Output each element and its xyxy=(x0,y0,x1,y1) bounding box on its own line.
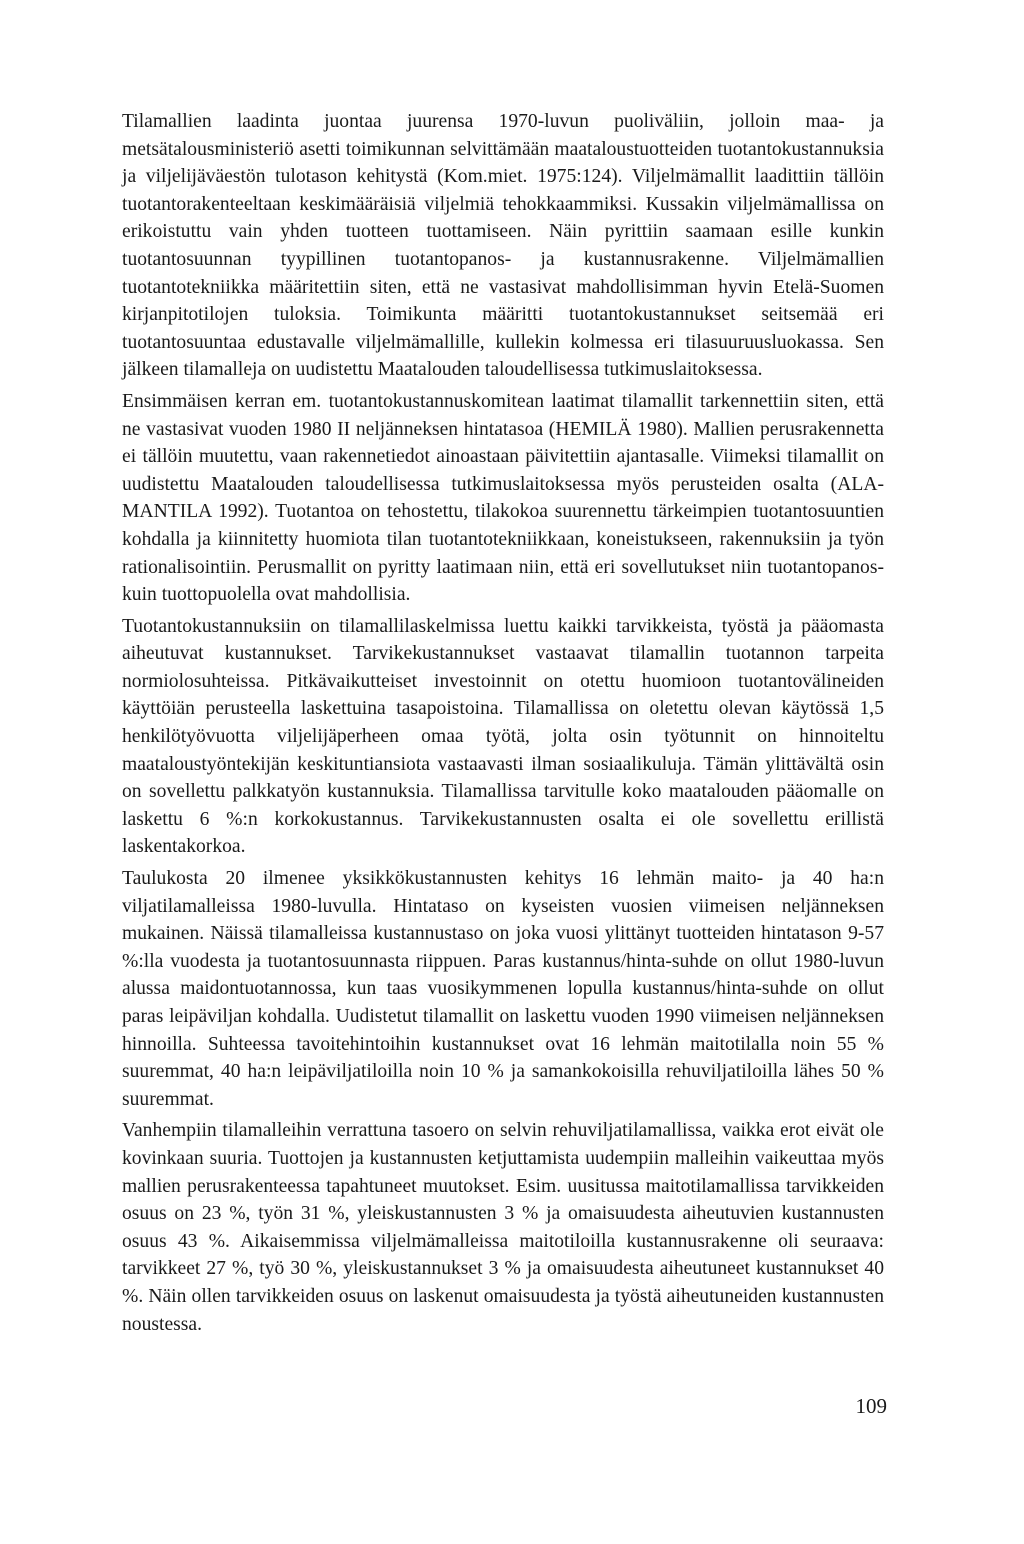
paragraph-1: Tilamallien laadinta juontaa juurensa 1970-luvun puoliväliin, jolloin maa- ja metsätalousministeriö asetti toimikunnan selvittämään maataloustuotteiden tuotantokustannuksia ja viljelijäväestön tulotason kehitystä (Kom.miet. 1975:124). Viljelmämallit laadittiin tällöin tuotantorakenteeltaan keskimääräisiä viljelmiä tehokkaammiksi. Kussakin viljelmämallissa on erikoistuttu vain yhden tuotteen tuottamiseen. Näin pyrittiin saamaan esille kunkin tuotantosuunnan tyypillinen tuotantopanos- ja kustannusrakenne. Viljelmämallien tuotantotekniikka määritettiin siten, että ne vastasivat mahdollisimman hyvin Etelä-Suomen kirjanpitotilojen tuloksia. Toimikunta määritti tuotantokustannukset seitsemää eri tuotantosuuntaa edustavalle viljelmämallille, kullekin kolmessa eri tilasuuruusluokassa. Sen jälkeen tilamalleja on uudistettu Maatalouden taloudellisessa tutkimuslaitoksessa. xyxy=(122,111,884,381)
paragraph-4: Taulukosta 20 ilmenee yksikkökustannusten kehitys 16 lehmän maito- ja 40 ha:n viljatilamalleissa 1980-luvulla. Hintataso on kyseisten vuosien viimeisen neljänneksen mukainen. Näissä tilamalleissa kustannustaso on joka vuosi ylittänyt tuotteiden hintatason 9-57 %:lla vuodesta ja tuotantosuunnasta riippuen. Paras kustannus/hinta-suhde on ollut 1980-luvun alussa maidontuotannossa, kun taas vuosikymmenen lopulla kustannus/hinta-suhde on ollut paras leipäviljan kohdalla. Uudistetut tilamallit on laskettu vuoden 1990 viimeisen neljänneksen hinnoilla. Suhteessa tavoitehintoihin kustannukset ovat 16 lehmän maitotilalla noin 55 % suuremmat, 40 ha:n leipäviljatiloilla noin 10 % ja samankokoisilla rehuviljatiloilla lähes 50 % suuremmat. xyxy=(122,868,884,1110)
paragraph-2: Ensimmäisen kerran em. tuotantokustannuskomitean laatimat tilamallit tarkennettiin siten, että ne vastasivat vuoden 1980 II neljänneksen hintatasoa (HEMILÄ 1980). Mallien perusrakennetta ei tällöin muutettu, vaan rakennetiedot ainoastaan päivitettiin ajantasalle. Viimeksi tilamallit on uudistettu Maatalouden taloudellisessa tutkimuslaitoksessa myös perusteiden osalta (ALA-MANTILA 1992). Tuotantoa on tehostettu, tilakokoa suurennettu tärkeimpien tuotantosuuntien kohdalla ja kiinnitetty huomiota tilan tuotantotekniikkaan, koneistukseen, rakennuksiin ja työn rationalisointiin. Perusmallit on pyritty laatimaan niin, että eri sovellutukset niin tuotantopanos- kuin tuottopuolella ovat mahdollisia. xyxy=(122,390,884,606)
paragraph-5: Vanhempiin tilamalleihin verrattuna tasoero on selvin rehuviljatilamallissa, vaikka erot eivät ole kovinkaan suuria. Tuottojen ja kustannusten ketjuttamista uudempiin malleihin vaikeuttaa myös mallien perusrakenteessa tapahtuneet muutokset. Esim. uusitussa maitotilamallissa tarvikkeiden osuus on 23 %, työn 31 %, yleiskustannusten 3 % ja omaisuudesta aiheutuvien kustannusten osuus 43 %. Aikaisemmissa viljelmämalleissa maitotiloilla kustannusrakenne oli seuraava: tarvikkeet 27 %, työ 30 %, yleiskustannukset 3 % ja omaisuudesta aiheutuneet kustannukset 40 %. Näin ollen tarvikkeiden osuus on laskenut omaisuudesta ja työstä aiheutuneiden kustannusten noustessa. xyxy=(122,1120,884,1335)
paragraph-3: Tuotantokustannuksiin on tilamallilaskelmissa luettu kaikki tarvikkeista, työstä ja pääomasta aiheutuvat kustannukset. Tarvikekustannukset vastaavat tilamallin tuotannon tarpeita normiolosuhteissa. Pitkävaikutteiset investoinnit on otettu huomioon tuotantovälineiden käyttöiän perusteella laskettuina tasapoistoina. Tilamallissa on oletettu olevan käytössä 1,5 henkilötyövuotta viljelijäperheen omaa työtä, jolta osin työtunnit on hinnoiteltu maataloustyöntekijän keskituntiansiota vastaavasti ilman sosiaalikuluja. Tämän ylittävältä osin on sovellettu palkkatyön kustannuksia. Tilamallissa tarvitulle koko maatalouden pääomalle on laskettu 6 %:n korkokustannus. Tarvikekustannusten osalta ei ole sovellettu erillistä laskentakorkoa. xyxy=(122,615,884,858)
body-text xyxy=(122,108,884,1342)
page-number: 109 xyxy=(855,1394,887,1418)
